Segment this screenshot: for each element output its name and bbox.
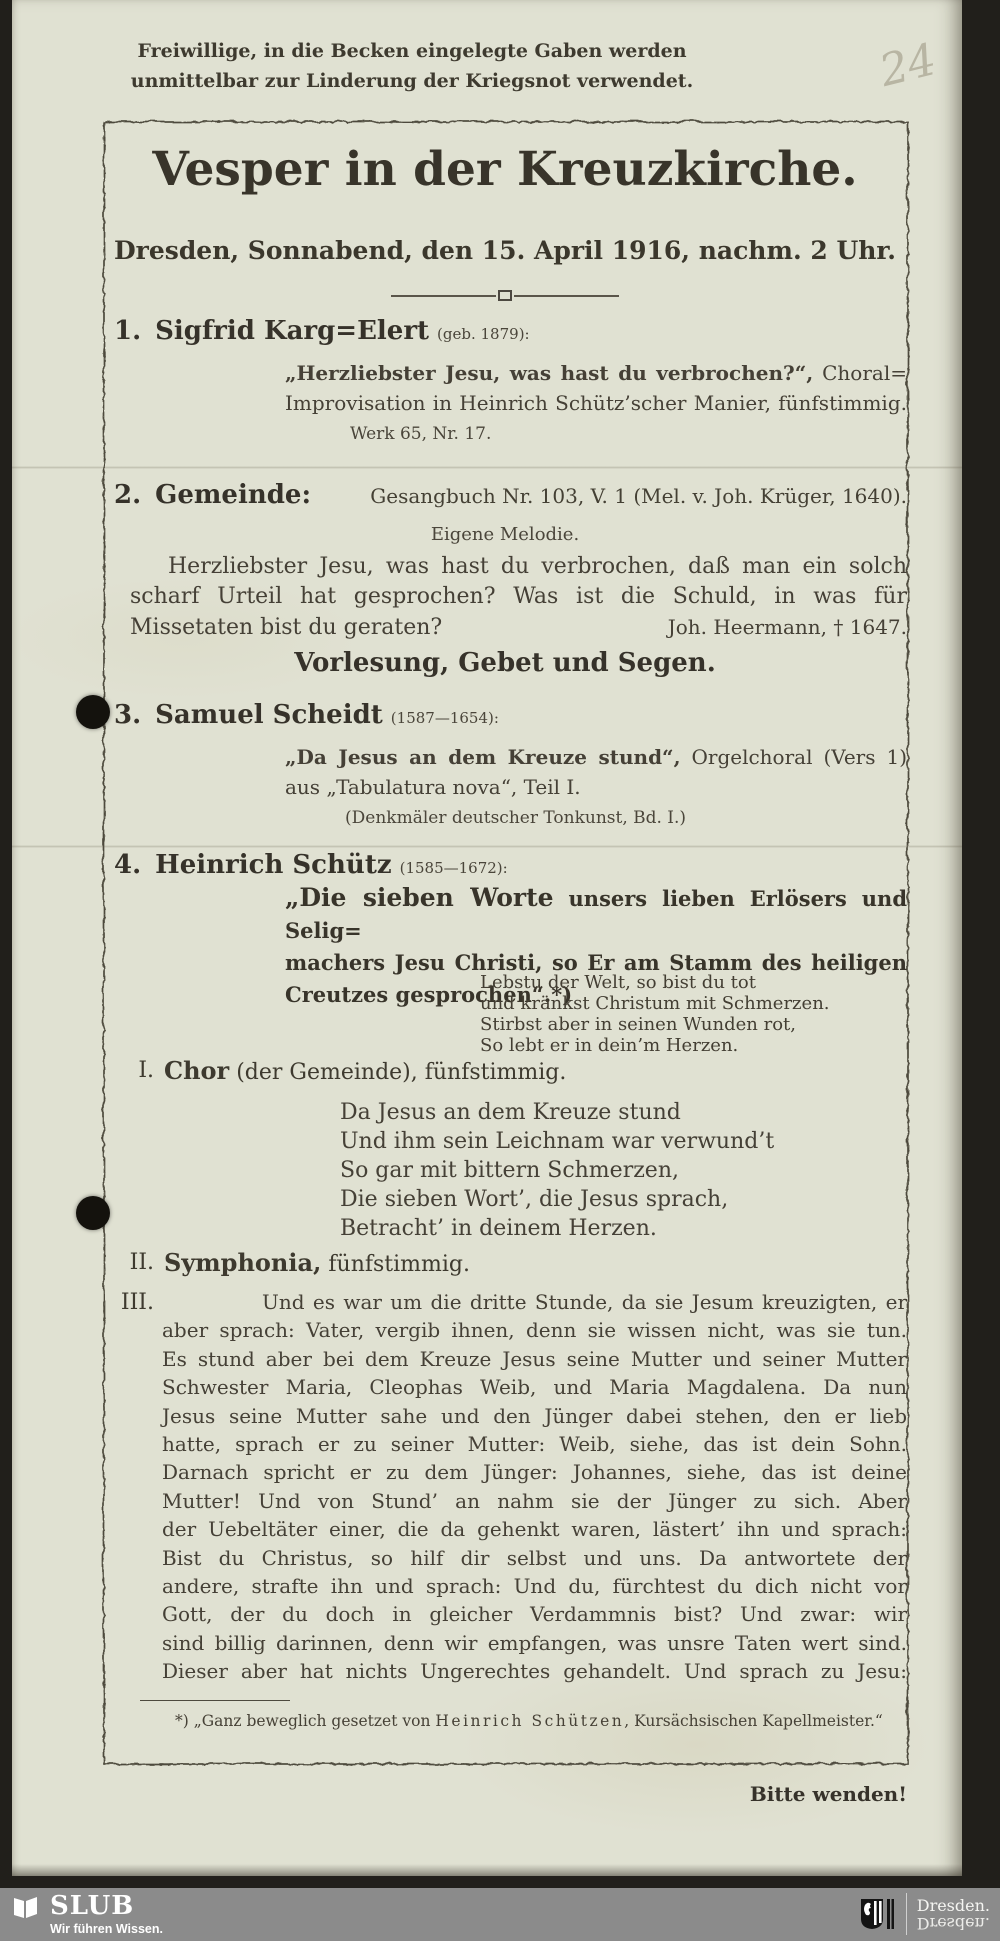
work-title-line: Creutzes gesprochen“.*)	[285, 982, 573, 1007]
turn-page-note: Bitte wenden!	[749, 1782, 907, 1806]
work-title-rest: unsers lieben Erlösers und Selig=	[285, 886, 908, 943]
work-title-lead: „Die sieben Worte	[285, 883, 554, 912]
hymn-source: Gesangbuch Nr. 103, V. 1 (Mel. v. Joh. Krüger, 1640).	[370, 484, 907, 508]
melody-note: Eigene Melodie.	[430, 524, 580, 545]
text-line: Und es war um die dritte Stunde, da sie Jesum kreuzigten, er	[262, 1290, 907, 1314]
text-line: andere, strafte ihn und sprach: Und du, fürchtest du dich nicht vor	[162, 1574, 907, 1599]
movement-label-rest: (der Gemeinde), fünfstimmig.	[229, 1060, 567, 1085]
slub-logo	[12, 1893, 163, 1936]
footnote: *) „Ganz beweglich gesetzet von Heinrich Schützen, Kursächsischen Kapellmeister.“	[175, 1712, 883, 1730]
interlude-heading: Vorlesung, Gebet und Segen.	[294, 648, 716, 678]
composer-name: Samuel Scheidt	[155, 700, 383, 730]
verse-line: Herzliebster Jesu, was hast du verbrochen, daß man ein solch	[168, 554, 907, 579]
poem-line: So gar mit bittern Schmerzen,	[340, 1158, 679, 1183]
page-title: Vesper in der Kreuzkirche.	[152, 142, 858, 197]
epigraph-line: Stirbst aber in seinen Wunden rot,	[480, 1014, 796, 1035]
banner-line: Freiwillige, in die Becken eingelegte Gaben werden	[137, 40, 687, 62]
movement-label-lead: Chor	[164, 1056, 230, 1085]
text-line: der Uebeltäter einer, die da gehenkt waren, lästert’ ihn und sprach:	[162, 1517, 907, 1542]
book-icon	[12, 1895, 38, 1921]
movement-label-rest: fünfstimmig.	[321, 1252, 471, 1277]
work-line: Improvisation in Heinrich Schütz’scher Manier, fünfstimmig.	[285, 391, 907, 415]
poem-line: Betracht’ in deinem Herzen.	[340, 1216, 657, 1241]
composer-dates: (1587—1654):	[390, 709, 499, 727]
footnote-marker: *)	[175, 1712, 194, 1730]
movement-2-label	[164, 1248, 470, 1277]
item-number: 4.	[114, 850, 142, 880]
dresden-wordmark: Dresden.	[916, 1895, 990, 1915]
slub-wordmark: SLUB	[50, 1891, 135, 1921]
program-item-1-work	[285, 358, 907, 418]
text-line: aber sprach: Vater, vergib ihnen, denn sie wissen nicht, was sie tun.	[162, 1318, 907, 1343]
work-title: „Herzliebster Jesu, was hast du verbrochen?“,	[285, 361, 814, 385]
epigraph-verse	[480, 972, 830, 1056]
epigraph-line: So lebt er in dein’m Herzen.	[480, 1035, 739, 1056]
item-number: 3.	[114, 700, 142, 730]
document-page	[12, 0, 962, 1876]
divider-box-icon	[498, 290, 512, 301]
dresden-logo	[860, 1893, 990, 1935]
work-reference: Werk 65, Nr. 17.	[350, 424, 492, 444]
punch-hole	[76, 1196, 110, 1230]
fold-crease	[12, 845, 962, 848]
epigraph-line: und kränkst Christum mit Schmerzen.	[480, 993, 830, 1014]
program-item-2-heading	[114, 480, 907, 510]
work-line: aus „Tabulatura nova“, Teil I.	[285, 775, 581, 799]
movement-1-label	[164, 1056, 566, 1085]
poem-line: Die sieben Wort’, die Jesus sprach,	[340, 1187, 729, 1212]
movement-2-numeral: II.	[129, 1250, 154, 1275]
slub-tagline: Wir führen Wissen.	[50, 1922, 163, 1936]
work-continuation: Orgelchoral (Vers 1)	[680, 745, 907, 769]
dresden-wordmark-mirrored: Dresden.	[916, 1913, 990, 1933]
pencil-annotation: 24	[874, 33, 942, 98]
chorale-verse	[340, 1098, 774, 1243]
text-line: Dieser aber hat nichts Ungerechtes gehandelt. Und sprach zu Jesu:	[162, 1659, 907, 1684]
performer-name: Gemeinde:	[155, 480, 312, 510]
program-item-4-heading	[114, 850, 508, 880]
text-line: Darnach spricht er zu dem Jünger: Johannes, siehe, das ist deine	[162, 1460, 907, 1485]
logo-divider	[906, 1893, 907, 1935]
verse-line: Missetaten bist du geraten?	[130, 615, 443, 640]
work-reference: (Denkmäler deutscher Tonkunst, Bd. I.)	[345, 808, 687, 828]
verse-line: scharf Urteil hat gesprochen? Was ist die Schuld, in was für	[130, 584, 907, 609]
event-dateline: Dresden, Sonnabend, den 15. April 1916, nachm. 2 Uhr.	[113, 236, 897, 265]
program-item-3-heading	[114, 700, 499, 730]
text-line: Mutter! Und von Stund’ an nahm sie der Jünger zu sich. Aber	[162, 1488, 907, 1513]
text-line: Es stund aber bei dem Kreuze Jesus seine Mutter und seiner Mutter	[162, 1346, 907, 1371]
composer-name: Heinrich Schütz	[155, 850, 392, 880]
donation-banner	[92, 36, 732, 96]
fold-crease	[12, 466, 962, 469]
poem-line: Da Jesus an dem Kreuze stund	[340, 1100, 681, 1125]
ornament-divider	[102, 290, 908, 301]
work-continuation: Choral=	[813, 361, 907, 385]
hymn-verse	[130, 552, 907, 643]
footnote-rule	[140, 1700, 290, 1701]
item-number: 2.	[114, 480, 142, 510]
footnote-name: Heinrich Schützen	[435, 1712, 625, 1730]
text-line: Bist du Christus, so hilf dir selbst und uns. Da antwortete der	[162, 1545, 907, 1570]
movement-label-lead: Symphonia,	[164, 1248, 322, 1277]
divider-line	[391, 295, 496, 297]
composer-name: Sigfrid Karg=Elert	[155, 316, 430, 346]
item-number: 1.	[114, 316, 142, 346]
work-title: „Da Jesus an dem Kreuze stund“,	[285, 745, 681, 769]
work-title-line: machers Jesu Christi, so Er am Stamm des heiligen	[285, 950, 907, 975]
text-line: Gott, der du doch in gleicher Verdammnis bist? Und zwar: wir	[162, 1602, 907, 1627]
punch-hole	[76, 695, 110, 729]
poem-line: Und ihm sein Leichnam war verwund’t	[340, 1129, 775, 1154]
program-item-1-heading	[114, 316, 530, 346]
text-line: hatte, sprach er zu seiner Mutter: Weib, siehe, das ist dein Sohn.	[162, 1432, 907, 1457]
passion-text	[162, 1288, 907, 1686]
footer-bar	[0, 1888, 1000, 1941]
program-item-3-work	[285, 742, 907, 802]
epigraph-line: Lebstu der Welt, so bist du tot	[480, 972, 756, 993]
dresden-crest-icon	[860, 1897, 894, 1931]
composer-dates: (1585—1672):	[399, 859, 508, 877]
text-line: Schwester Maria, Cleophas Weib, und Maria Magdalena. Da nun	[162, 1375, 907, 1400]
text-line: sind billig darinnen, denn wir empfangen, was unsre Taten wert sind.	[162, 1630, 907, 1655]
composer-dates: (geb. 1879):	[437, 325, 530, 343]
divider-line	[514, 295, 619, 297]
movement-3-numeral: III.	[120, 1290, 154, 1315]
hymn-author: Joh. Heermann, † 1647.	[667, 615, 907, 639]
movement-1-numeral: I.	[138, 1058, 154, 1083]
banner-line: unmittelbar zur Linderung der Kriegsnot verwendet.	[130, 70, 694, 92]
text-line: Jesus seine Mutter sahe und den Jünger dabei stehen, den er lieb	[162, 1403, 907, 1428]
